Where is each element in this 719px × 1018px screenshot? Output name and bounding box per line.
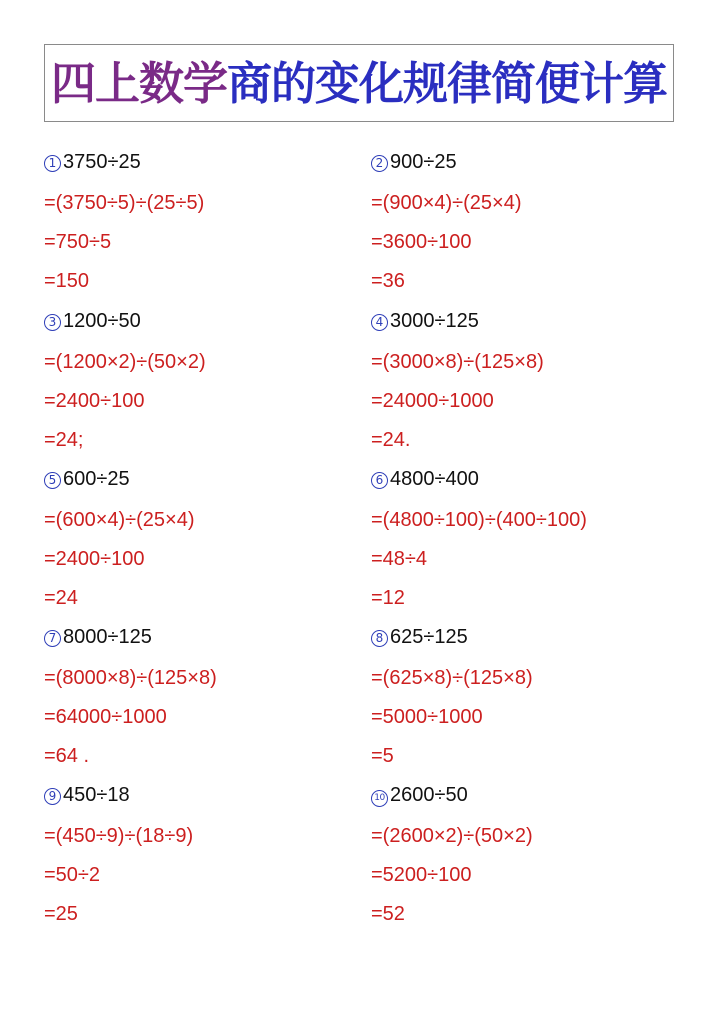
problem-question: 450÷18 (63, 784, 130, 806)
solution-step: =2400÷100 (44, 390, 145, 412)
problem-question-line (44, 307, 141, 335)
problem-question: 900÷25 (390, 151, 457, 173)
solution-step: =(600×4)÷(25×4) (44, 509, 195, 531)
circled-number: 3 (44, 314, 61, 331)
circled-number: 6 (371, 472, 388, 489)
page-title (50, 56, 668, 110)
circled-number: 7 (44, 630, 61, 647)
problem-question-line (371, 623, 468, 651)
solution-step: =(450÷9)÷(18÷9) (44, 825, 194, 847)
solution-step: =64 . (44, 745, 90, 767)
circled-number: 5 (44, 472, 61, 489)
solution-step: =(4800÷100)÷(400÷100) (371, 509, 587, 531)
solution-step: =24; (44, 429, 84, 451)
problem-question: 1200÷50 (63, 310, 141, 332)
solution-step: =50÷2 (44, 864, 101, 886)
solution-step: =24. (371, 429, 411, 451)
problem-question: 8000÷125 (63, 626, 152, 648)
problem-question: 600÷25 (63, 468, 130, 490)
title-box (44, 44, 674, 122)
problem-question-line (371, 465, 479, 493)
solution-step: =5000÷1000 (371, 706, 483, 728)
circled-number: 10 (371, 790, 388, 807)
problem-question-line (44, 623, 152, 651)
title-part-2: 商的变化规律简便计算 (227, 56, 668, 110)
problem-question: 3750÷25 (63, 151, 141, 173)
solution-step: =750÷5 (44, 231, 112, 253)
circled-number: 9 (44, 788, 61, 805)
problem-question: 3000÷125 (390, 310, 479, 332)
solution-step: =150 (44, 270, 90, 292)
problem-question: 625÷125 (390, 626, 468, 648)
problem-question-line (371, 307, 479, 335)
solution-step: =5200÷100 (371, 864, 472, 886)
solution-step: =25 (44, 903, 78, 925)
circled-number: 2 (371, 155, 388, 172)
solution-step: =(3750÷5)÷(25÷5) (44, 192, 205, 214)
title-part-1: 四上数学 (50, 56, 227, 110)
problem-question: 2600÷50 (390, 784, 468, 806)
circled-number: 1 (44, 155, 61, 172)
problem-question: 4800÷400 (390, 468, 479, 490)
problem-question-line (371, 148, 457, 176)
solution-step: =52 (371, 903, 405, 925)
solution-step: =48÷4 (371, 548, 428, 570)
problem-question-line (44, 465, 130, 493)
solution-step: =(2600×2)÷(50×2) (371, 825, 533, 847)
solution-step: =(8000×8)÷(125×8) (44, 667, 217, 689)
solution-step: =(900×4)÷(25×4) (371, 192, 522, 214)
problem-question-line (44, 781, 130, 809)
solution-step: =36 (371, 270, 405, 292)
solution-step: =12 (371, 587, 405, 609)
solution-step: =24 (44, 587, 78, 609)
circled-number: 4 (371, 314, 388, 331)
problem-question-line (44, 148, 141, 176)
solution-step: =5 (371, 745, 394, 767)
solution-step: =64000÷1000 (44, 706, 167, 728)
solution-step: =(1200×2)÷(50×2) (44, 351, 206, 373)
circled-number: 8 (371, 630, 388, 647)
solution-step: =(625×8)÷(125×8) (371, 667, 533, 689)
solution-step: =24000÷1000 (371, 390, 494, 412)
problem-question-line (371, 781, 468, 809)
solution-step: =2400÷100 (44, 548, 145, 570)
solution-step: =(3000×8)÷(125×8) (371, 351, 544, 373)
solution-step: =3600÷100 (371, 231, 472, 253)
